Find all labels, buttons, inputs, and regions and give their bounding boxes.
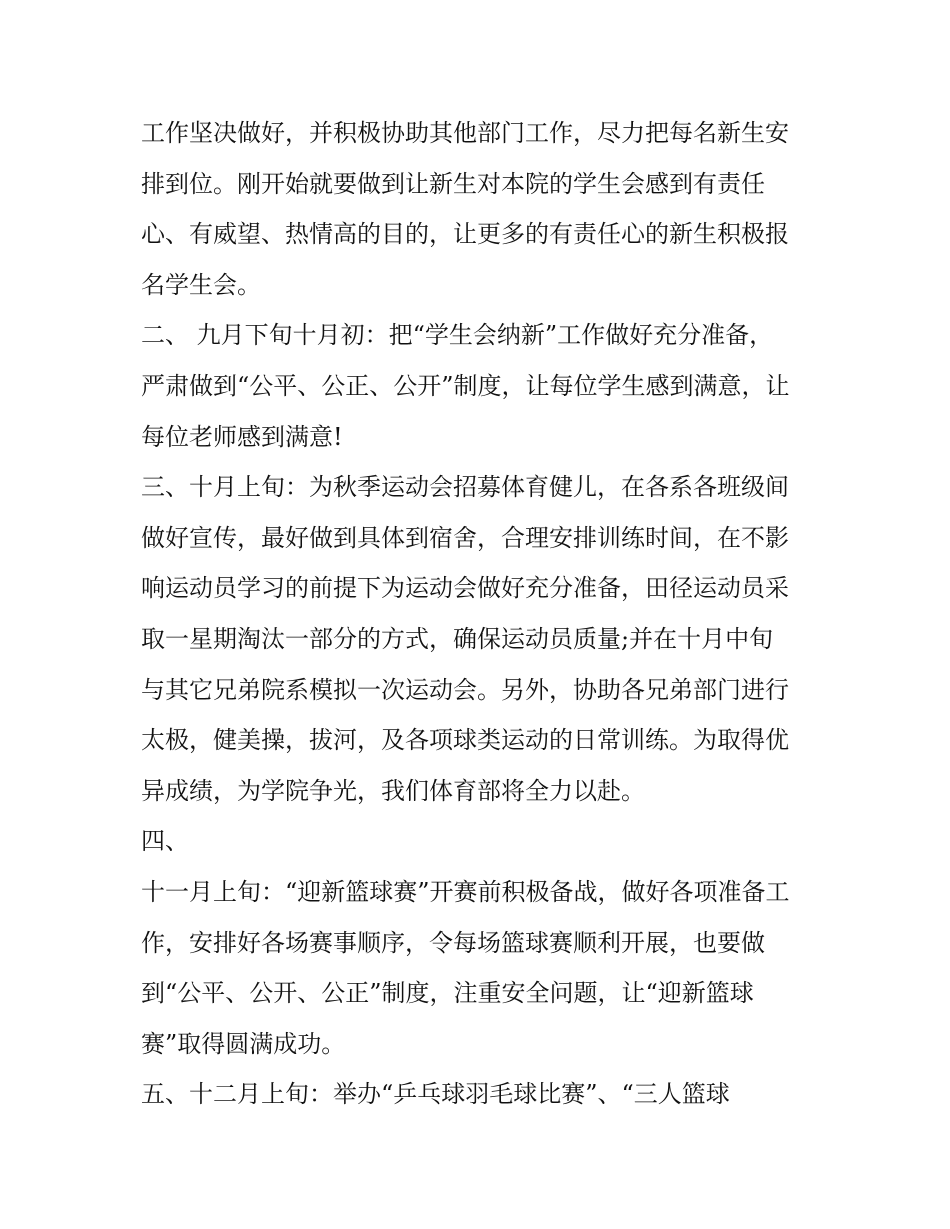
text-line: 到“公平、公开、公正”制度，注重安全问题，让“迎新篮球 xyxy=(141,979,754,1008)
text-line: 太极，健美操，拔河，及各项球类运动的日常训练。为取得优 xyxy=(141,726,789,755)
text-line: 心、有威望、热情高的目的，让更多的有责任心的新生积极报 xyxy=(141,220,789,249)
text-line: 二、 九月下旬十月初：把“学生会纳新”工作做好充分准备， xyxy=(141,321,774,350)
text-line: 每位老师感到满意! xyxy=(141,422,343,451)
text-line: 作，安排好各场赛事顺序，令每场篮球赛顺利开展，也要做 xyxy=(141,928,765,957)
text-line: 三、十月上旬：为秋季运动会招募体育健儿，在各系各班级间 xyxy=(141,473,789,502)
text-line: 取一星期淘汰一部分的方式，确保运动员质量;并在十月中旬 xyxy=(141,624,774,653)
text-line: 做好宣传，最好做到具体到宿舍，合理安排训练时间，在不影 xyxy=(141,523,789,552)
text-line: 五、十二月上旬：举办“乒乓球羽毛球比赛”、“三人篮球 xyxy=(141,1080,730,1109)
text-line: 严肃做到“公平、公正、公开”制度，让每位学生感到满意，让 xyxy=(141,371,790,400)
text-line: 赛”取得圆满成功。 xyxy=(141,1029,346,1058)
body-text xyxy=(141,108,821,1120)
text-line: 异成绩，为学院争光，我们体育部将全力以赴。 xyxy=(141,776,645,805)
text-line: 排到位。刚开始就要做到让新生对本院的学生会感到有责任 xyxy=(141,169,765,198)
text-line: 十一月上旬：“迎新篮球赛”开赛前积极备战，做好各项准备工 xyxy=(141,877,790,906)
text-line: 响运动员学习的前提下为运动会做好充分准备，田径运动员采 xyxy=(141,574,789,603)
text-line: 与其它兄弟院系模拟一次运动会。另外，协助各兄弟部门进行 xyxy=(141,675,789,704)
text-line: 四、 xyxy=(141,827,189,856)
text-line: 工作坚决做好，并积极协助其他部门工作，尽力把每名新生安 xyxy=(141,119,789,147)
text-line: 名学生会。 xyxy=(141,270,261,299)
